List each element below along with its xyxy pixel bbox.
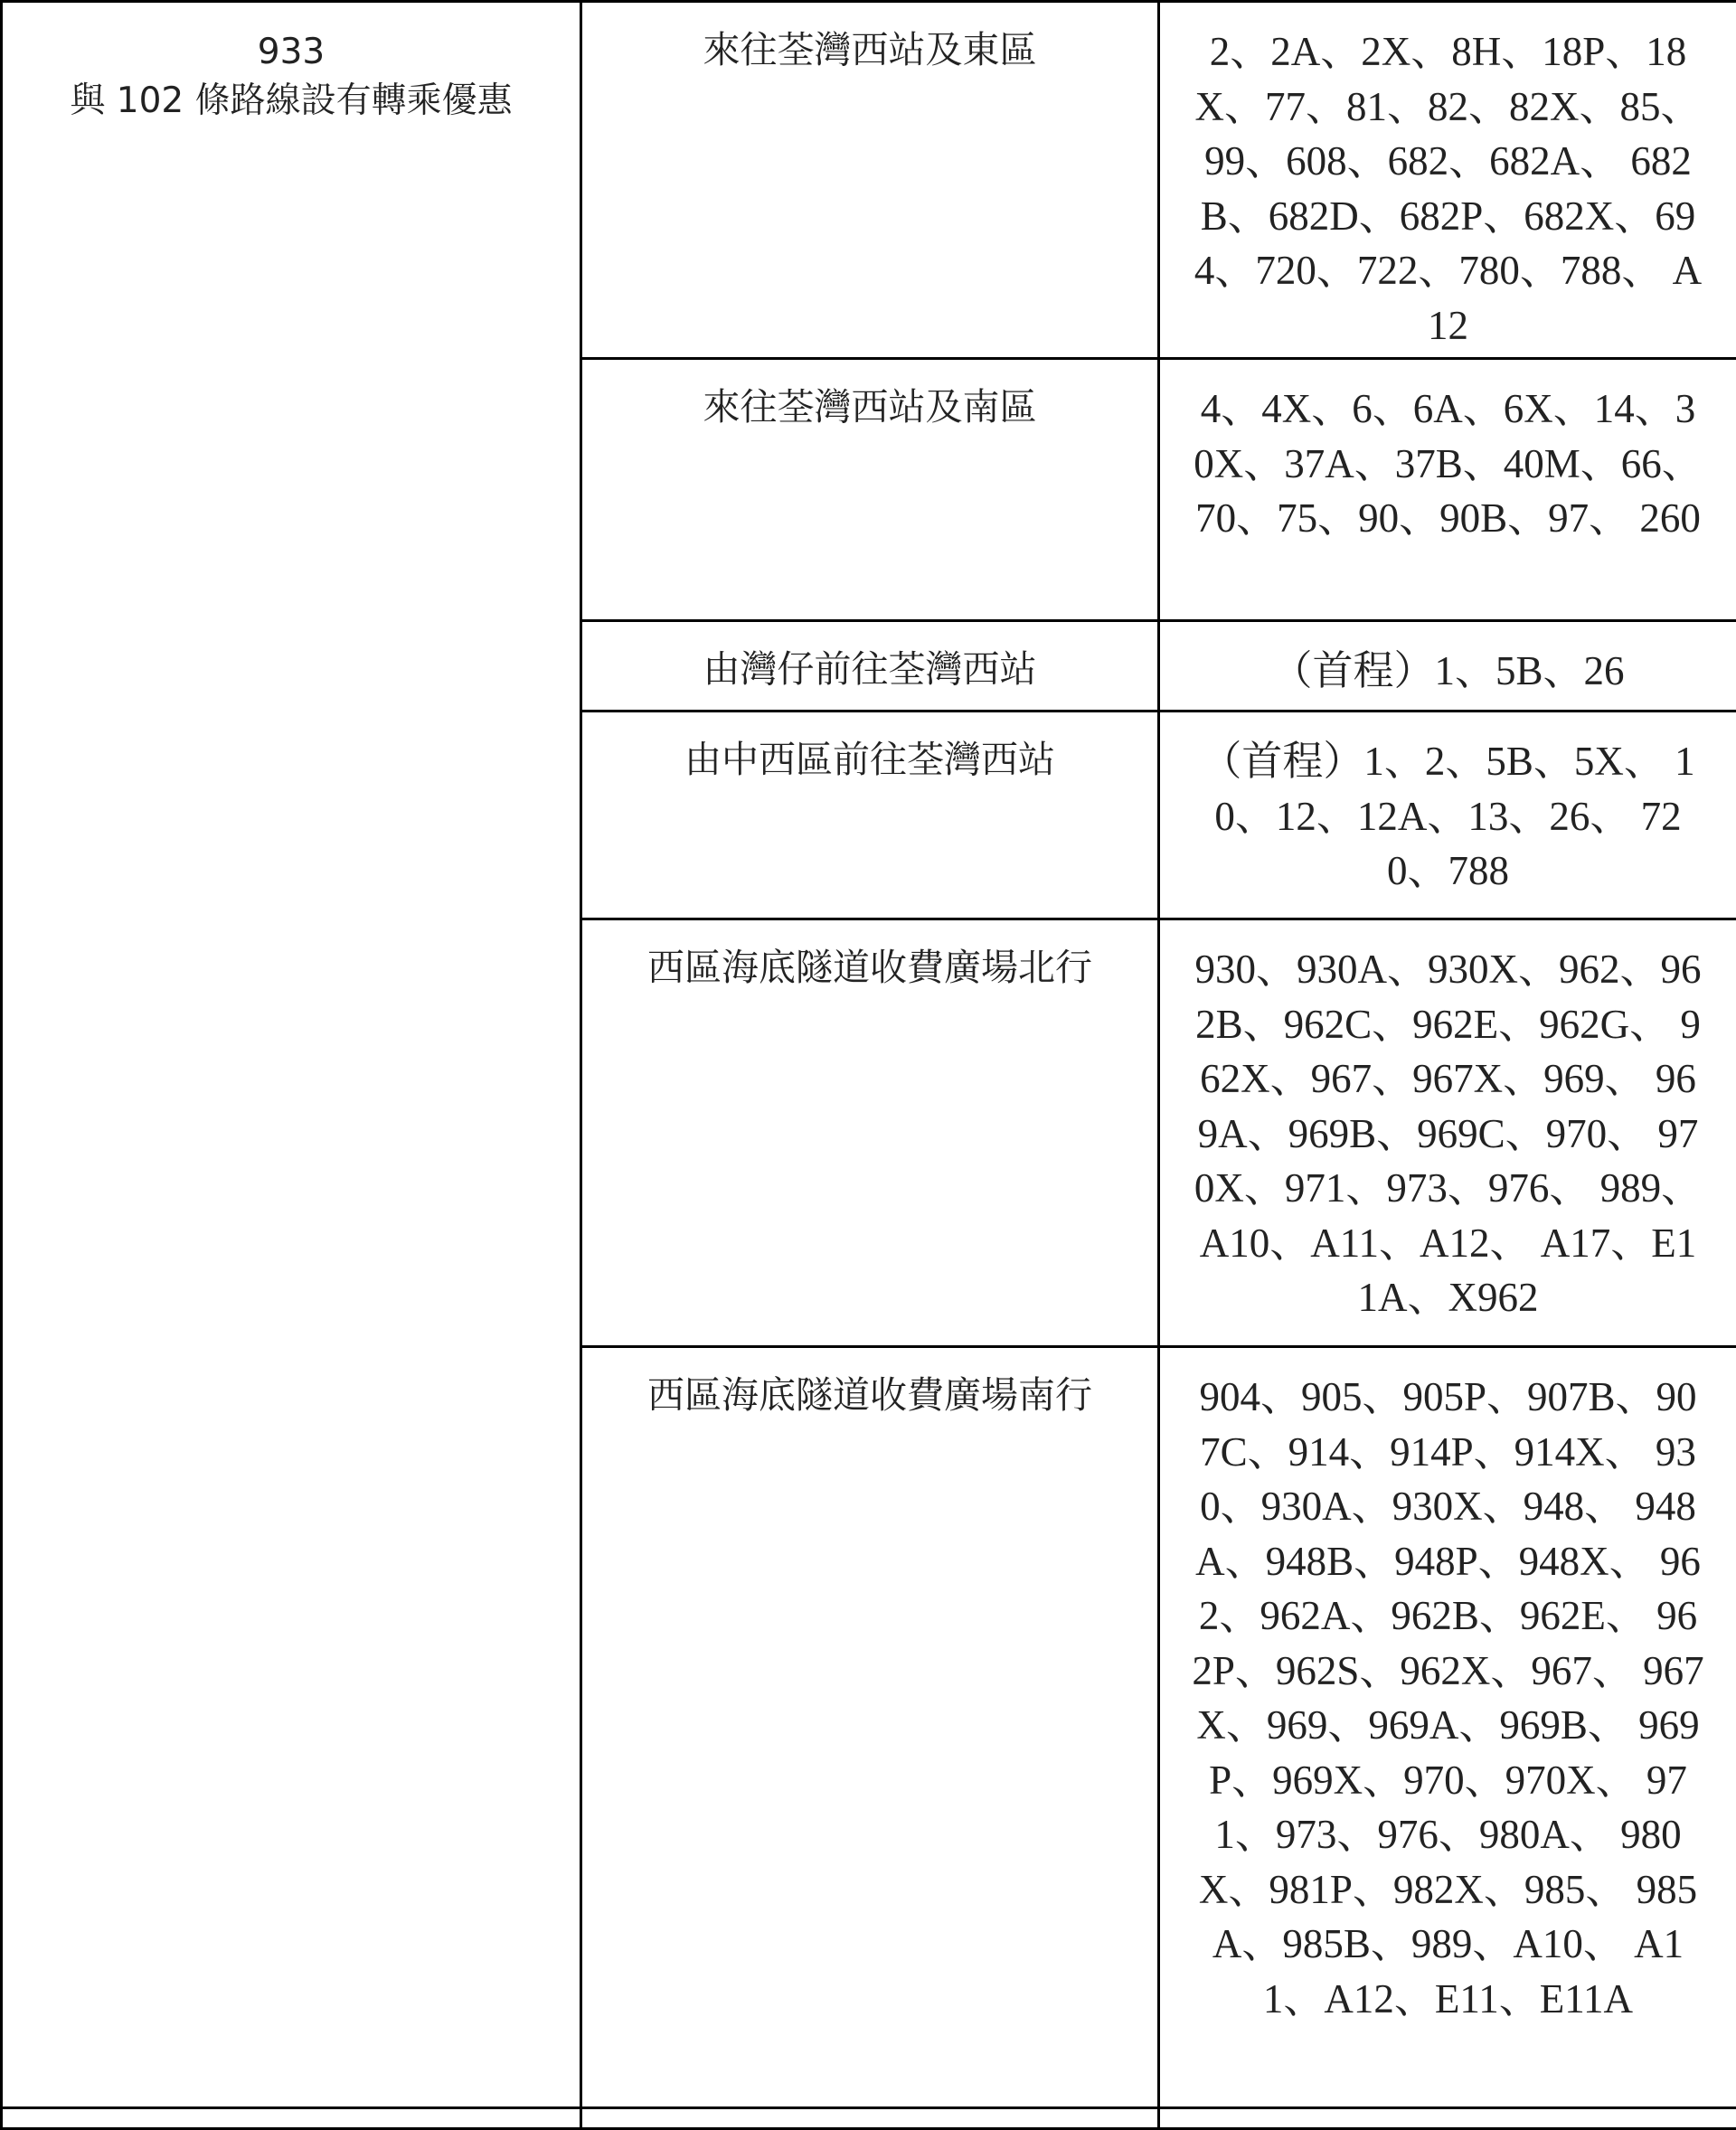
destination-cell [581,2,1159,359]
destination-label: 來往荃灣西站及東區 [582,3,1157,75]
destination-cell [581,359,1159,621]
destination-label: 西區海底隧道收費廣場北行 [582,920,1157,993]
table-row-continued [2,2108,1736,2129]
destination-label: 來往荃灣西站及南區 [582,360,1157,432]
destination-cell [581,919,1159,1347]
routes-list: （首程）1、5B、26 [1160,622,1736,699]
empty-cell [1159,2108,1736,2129]
destination-cell [581,1347,1159,2108]
routes-cell [1159,359,1736,621]
destination-cell [581,712,1159,919]
routes-cell [1159,621,1736,712]
routes-cell [1159,2,1736,359]
empty-cell [2,2108,581,2129]
routes-list: （首程）1、2、5B、5X、 10、12、12A、13、26、 720、788 [1160,712,1736,899]
destination-label: 由中西區前往荃灣西站 [582,712,1157,785]
destination-label: 由灣仔前往荃灣西站 [582,622,1157,694]
empty-cell [581,2108,1159,2129]
destination-cell [581,621,1159,712]
route-cell [2,2,581,2108]
routes-list: 2、2A、2X、8H、18P、18X、77、81、82、82X、85、99、608、682、682A、 682B、682D、682P、682X、694、720、722、780、788、 A12 [1160,3,1736,353]
routes-list: 930、930A、930X、962、962B、962C、962E、962G、 962X、967、967X、969、 969A、969B、969C、970、 970X、971、973、976、 989、A10、A11、A12、 A17、E11A、X962 [1160,920,1736,1325]
route-title [3,3,580,126]
destination-label: 西區海底隧道收費廣場南行 [582,1348,1157,1420]
routes-cell [1159,1347,1736,2108]
table-row [2,2,1736,359]
route-note: 與 102 條路線設有轉乘優惠 [3,77,580,126]
routes-list: 904、905、905P、907B、907C、914、914P、914X、 930、930A、930X、948、 948A、948B、948P、948X、 962、962A、962B、962E、 962P、962S、962X、967、 967X、969、969A、969B、 969P、969X、970、970X、 971、973、976、980A、 980X、981P、982X、985、 985A、985B、989、A10、 A11、A12、E11、E11A [1160,1348,1736,2026]
routes-list: 4、4X、6、6A、6X、14、30X、37A、37B、40M、66、70、75、90、90B、97、 260 [1160,360,1736,546]
route-number: 933 [3,28,580,77]
routes-cell [1159,919,1736,1347]
routes-cell [1159,712,1736,919]
